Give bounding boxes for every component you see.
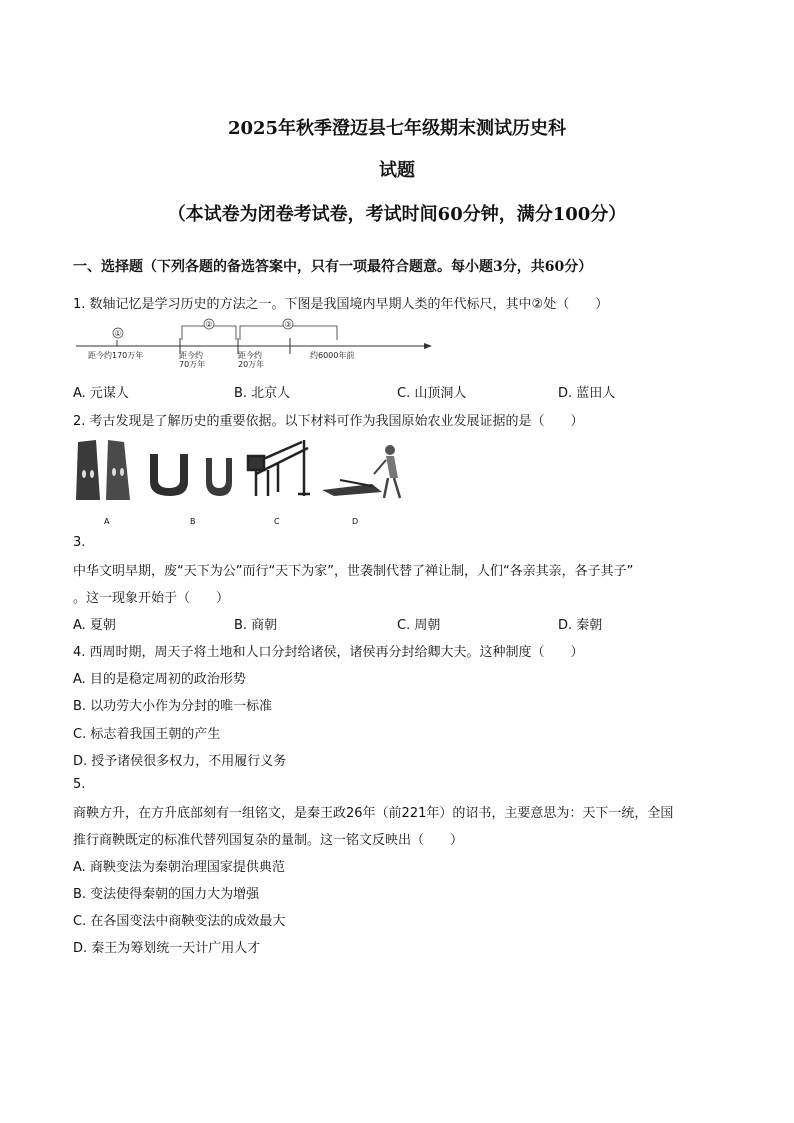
timeline-label-70-b: 70万年 [179,360,206,368]
q4-option-d[interactable]: D. 授予诸侯很多权力，不用履行义务 [73,754,287,769]
q3-option-b[interactable]: B. 商朝 [234,618,278,633]
q3-option-a[interactable]: A. 夏朝 [73,618,116,633]
q1-option-c[interactable]: C. 山顶洞人 [397,386,467,401]
plough-farmer-illustration [322,445,400,498]
q4-option-b[interactable]: B. 以功劳大小作为分封的唯一标准 [73,699,273,714]
timeline-mark-1: ① [114,329,122,338]
q4-option-c[interactable]: C. 标志着我国王朝的产生 [73,727,221,742]
q2-image-label-a: A [104,517,110,526]
q5-option-b[interactable]: B. 变法使得秦朝的国力大为增强 [73,887,260,902]
timeline-label-20-b: 20万年 [238,360,265,368]
q1-option-b[interactable]: B. 北京人 [234,386,291,401]
exam-instructions: （本试卷为闭卷考试卷，考试时间60分钟，满分100分） [167,204,627,225]
question-4-stem: 4. 西周时期，周天子将土地和人口分封给诸侯，诸侯再分封给卿大夫。这种制度（ ） [73,645,584,660]
question-1-stem: 1. 数轴记忆是学习历史的方法之一。下图是我国境内早期人类的年代标尺，其中②处（ ） [73,297,609,312]
q2-image-label-b: B [190,517,196,526]
iron-tool-illustration [150,454,232,496]
q5-option-c[interactable]: C. 在各国变法中商鞅变法的成效最大 [73,914,286,929]
question-5-stem-line2: 推行商鞅既定的标准代替列国复杂的量制。这一铭文反映出（ ） [73,833,464,848]
seed-drill-illustration [248,440,310,496]
question-3-stem-line1: 中华文明早期，废“天下为公”而行“天下为家”，世袭制代替了禅让制，人们“各亲其亲，各子其子” [73,564,634,579]
timeline-mark-2: ② [205,320,213,329]
timeline-label-20-a: 距今约 [238,351,262,360]
q1-option-d[interactable]: D. 蓝田人 [558,386,616,401]
q1-option-a[interactable]: A. 元谋人 [73,386,129,401]
q3-option-c[interactable]: C. 周朝 [397,618,441,633]
q2-image-label-d: D [352,517,359,526]
q4-option-a[interactable]: A. 目的是稳定周初的政治形势 [73,672,246,687]
timeline-label-170: 距今约170万年 [88,351,144,360]
question-5-stem-line1: 商鞅方升，在方升底部刻有一组铭文，是秦王政26年（前221年）的诏书，主要意思为：天下一统，全国 [73,806,674,821]
q2-image-label-c: C [274,517,280,526]
exam-title-line2: 试题 [379,160,415,181]
question-2-stem: 2. 考古发现是了解历史的重要依据。以下材料可作为我国原始农业发展证据的是（ ） [73,414,584,429]
question-3-stem-line2: 。这一现象开始于（ ） [73,591,230,606]
section-heading: 一、选择题（下列各题的备选答案中，只有一项最符合题意。每小题3分，共60分） [73,259,593,275]
q3-option-d[interactable]: D. 秦朝 [558,618,603,633]
question-3-number: 3. [73,535,86,550]
timeline-mark-3: ③ [284,320,292,329]
timeline-label-70-a: 距今约 [179,351,203,360]
q5-option-d[interactable]: D. 秦王为筹划统一天计广用人才 [73,941,261,956]
timeline-label-6000: 约6000年前 [310,351,355,360]
question-2-artifact-images [72,434,412,506]
stone-spade-illustration [76,440,130,500]
exam-title: 2025年秋季澄迈县七年级期末测试历史科 [227,118,567,139]
question-1-timeline [72,316,434,368]
question-5-number: 5. [73,777,86,792]
q5-option-a[interactable]: A. 商鞅变法为秦朝治理国家提供典范 [73,860,285,875]
